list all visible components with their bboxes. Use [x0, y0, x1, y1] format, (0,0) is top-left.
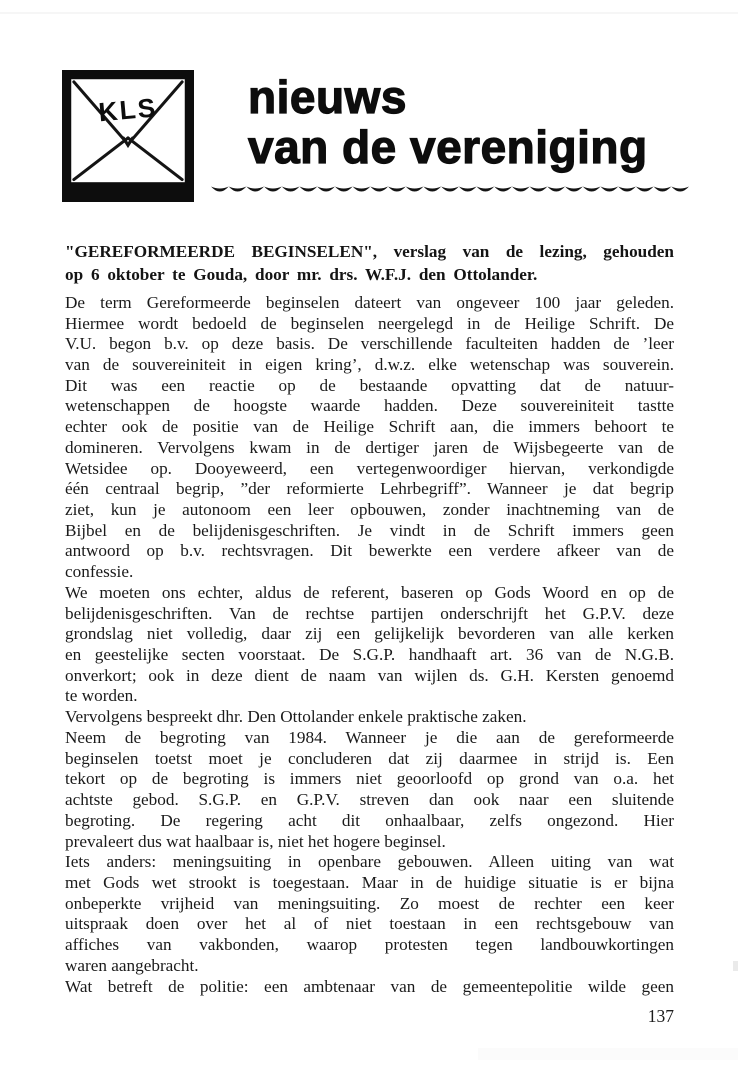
text-line: van de souvereiniteit in eigen kring’, d.w.z. elke wetenschap was souverein. — [65, 354, 674, 374]
text-line: met Gods wet strookt is toegestaan. Maar in de huidige situatie is er bijna — [65, 872, 674, 892]
text-line: echter ook de positie van de Heilige Schrift aan, die immers behoort te — [65, 417, 674, 437]
text-line: We moeten ons echter, aldus de referent, baseren op Gods Woord en op de — [65, 582, 674, 602]
text-line: Hiermee wordt bedoeld de beginselen neergelegd in de Heilige Schrift. De — [65, 313, 674, 333]
text-line: tekort op de begroting is immers niet geoorloofd op grond van o.a. het — [65, 769, 674, 789]
text-line: onverkort; ook in deze dient de naam van wijlen ds. G.H. Kersten genoemd — [65, 665, 674, 685]
paragraph — [65, 728, 674, 852]
text-line: één centraal begrip, ”der reformierte Lehrbegriff”. Wanneer je dat begrip — [65, 479, 674, 499]
heading-line: "GEREFORMEERDE BEGINSELEN", verslag van de lezing, gehouden — [65, 242, 674, 261]
text-line: achtste gebod. S.G.P. en G.P.V. streven dan ook naar een sluitende — [65, 790, 674, 810]
text-line: Wat betreft de politie: een ambtenaar van de gemeentepolitie wilde geen — [65, 976, 674, 996]
text-line: Vervolgens bespreekt dhr. Den Ottolander enkele praktische zaken. — [65, 707, 527, 727]
paragraph — [65, 583, 674, 707]
masthead-title-line2: van de vereniging — [248, 121, 648, 173]
scan-artifact — [478, 1048, 738, 1060]
page-number: 137 — [647, 1006, 674, 1026]
article-heading — [65, 240, 674, 287]
text-line: confessie. — [65, 562, 134, 582]
paragraph — [65, 852, 674, 976]
paragraph — [65, 293, 674, 583]
text-line: grondslag niet volledig, daar zij een gelijkelijk bevorderen van alle kerken — [65, 624, 674, 644]
text-line: domineren. Vervolgens kwam in de dertiger jaren de Wijsbegeerte van de — [65, 437, 674, 457]
paragraph — [65, 977, 674, 998]
scan-artifact — [0, 12, 738, 14]
paragraph — [65, 707, 674, 728]
text-line: V.U. begon b.v. op deze basis. De verschillende faculteiten hadden de ’leer — [65, 334, 674, 354]
text-line: beginselen toetst moet je concluderen dat zij daarmee in strijd is. Een — [65, 748, 674, 768]
envelope-icon — [62, 69, 194, 203]
text-line: Neem de begroting van 1984. Wanneer je die aan de gereformeerde — [65, 727, 674, 747]
text-line: ziet, kun je autonoom een leer opbouwen, zonder inachtneming van de — [65, 500, 674, 519]
text-line: waren aangebracht. — [65, 955, 199, 975]
text-line: wetenschappen de hoogste waarde hadden. Deze souvereiniteit tastte — [65, 396, 674, 416]
text-line: Bijbel en de belijdenisgeschriften. Je vindt in de Schrift immers geen — [65, 520, 674, 540]
scan-artifact — [733, 961, 738, 971]
text-line: Iets anders: meningsuiting in openbare gebouwen. Alleen uiting van wat — [65, 852, 674, 872]
text-line: belijdenisgeschriften. Van de rechtse partijen onderschrijft het G.P.V. deze — [65, 603, 674, 623]
scalloped-divider-icon — [211, 184, 689, 197]
text-line: prevaleert dus wat haalbaar is, niet het hogere beginsel. — [65, 831, 446, 851]
text-line: en geestelijke secten voorstaat. De S.G.P. handhaaft art. 36 van de N.G.B. — [65, 645, 674, 665]
text-line: begroting. De regering acht dit onhaalbaar, zelfs ongezond. Hier — [65, 810, 674, 830]
text-line: te worden. — [65, 686, 138, 706]
article — [65, 240, 674, 997]
text-line: onbeperkte vrijheid van meningsuiting. Zo moest de rechter een keer — [65, 893, 674, 913]
text-line: uitspraak doen over het al of niet toestaan in een rechtsgebouw van — [65, 914, 674, 934]
masthead-title-line1: nieuws — [248, 71, 407, 123]
heading-line: op 6 oktober te Gouda, door mr. drs. W.F.J. den Ottolander. — [65, 265, 538, 285]
text-line: affiches van vakbonden, waarop protesten tegen landbouwkortingen — [65, 935, 674, 955]
text-line: antwoord op b.v. rechtsvragen. Dit bewerkte een verdere afkeer van de — [65, 541, 674, 561]
logo-text: KLS — [97, 92, 159, 128]
masthead-title — [248, 72, 648, 172]
text-line: Wetsidee op. Dooyeweerd, een vertegenwoordiger hiervan, verkondigde — [65, 458, 674, 478]
text-line: Dit was een reactie op de bestaande opvatting dat de natuur- — [65, 375, 674, 395]
text-line: De term Gereformeerde beginselen dateert van ongeveer 100 jaar geleden. — [65, 292, 674, 312]
article-body — [65, 293, 674, 997]
